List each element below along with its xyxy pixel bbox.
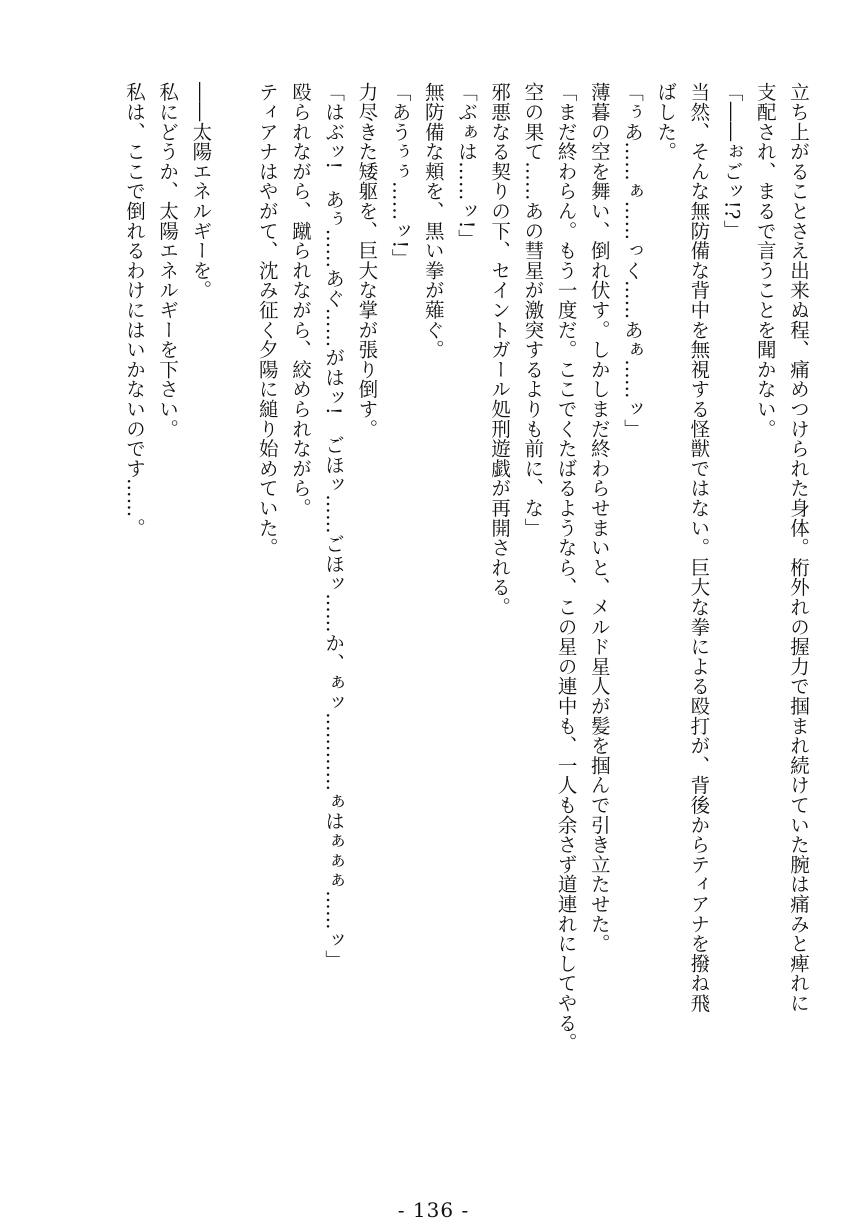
blank-line [217, 82, 250, 1172]
vertical-text-block [118, 82, 815, 1172]
text-line: 邪悪なる契りの下、セイントガール処刑遊戯が再開される。 [488, 82, 512, 617]
text-line: 「ぅあ……ぁ……っく……あぁ……ッ」 [620, 82, 644, 439]
text-line: 私は、ここで倒れるわけにはいかないのです……。 [122, 82, 146, 538]
text-line: 私にどうか、太陽エネルギーを下さい。 [156, 82, 180, 439]
text-line: 「――ぉごッ!?」 [720, 82, 744, 240]
text-line: 無防備な頬を、黒い拳が薙ぐ。 [421, 82, 445, 360]
page-number: - 136 - [397, 1198, 470, 1222]
text-line: 当然、そんな無防備な背中を無視する怪獣ではない。巨大な拳による殴打が、背後からティアナを撥ね飛 [687, 82, 711, 1013]
text-line: ばした。 [654, 82, 678, 162]
text-line: 「ぶぁは……ッ!」 [454, 82, 478, 249]
text-line: 支配され、まるで言うことを聞かない。 [753, 82, 777, 439]
text-line: 「まだ終わらん。もう一度だ。ここでくたばるようなら、この星の連中も、一人も余さず道連れにしてやる。 [554, 82, 578, 1053]
text-line: 空の果て……あの彗星が激突するよりも前に、な」 [521, 82, 545, 538]
text-line: ――太陽エネルギーを。 [189, 82, 213, 300]
text-line: 立ち上がることさえ出来ぬ程、痛めつけられた身体。桁外れの握力で掴まれ続けていた腕は痛みと痺れに [787, 82, 810, 1013]
text-line: ティアナはやがて、沈み征く夕陽に縋り始めていた。 [255, 82, 279, 558]
text-line: 殴られながら、蹴られながら、絞められながら。 [288, 82, 312, 518]
text-line: 薄暮の空を舞い、倒れ伏す。しかしまだ終わらせまいと、メルド星人が髪を掴んで引き立たせた。 [587, 82, 611, 954]
text-line: 「あうぅぅ……ッ!」 [388, 82, 412, 269]
text-line: 力尽きた矮躯を、巨大な掌が張り倒す。 [355, 82, 379, 439]
text-line: 「はぶッ! あぅ……あぐ……がはッ! ごほッ……ごほッ……か、ぁッ…………ぁはぁぁぁ……ッ」 [322, 82, 346, 970]
